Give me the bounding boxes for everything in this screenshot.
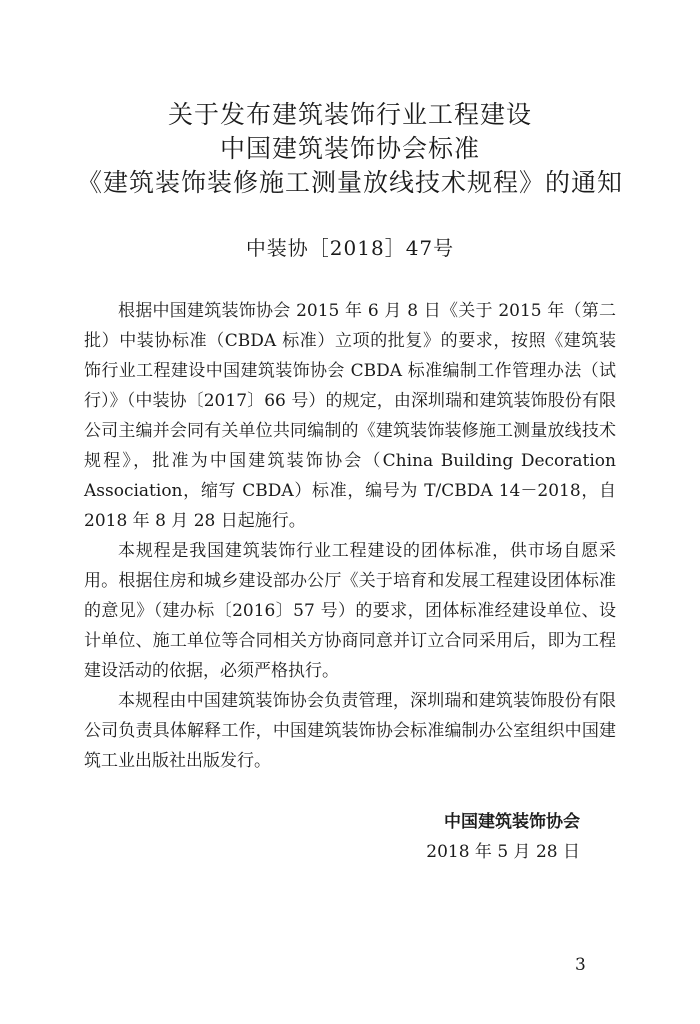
notice-body bbox=[84, 296, 616, 776]
title-line-3: 《建筑装饰装修施工测量放线技术规程》的通知 bbox=[76, 168, 623, 197]
notice-title bbox=[0, 98, 700, 200]
paragraph-2: 本规程是我国建筑装饰行业工程建设的团体标准，供市场自愿采用。根据住房和城乡建设部办公厅《关于培育和发展工程建设团体标准的意见》（建办标〔2016〕57 号）的要求，团体标准经建设单位、设计单位、施工单位等合同相关方协商同意并订立合同采用后，即为工程建设活动的依据，必须严格执行。 bbox=[84, 541, 616, 681]
issuing-organization: 中国建筑装饰协会 bbox=[444, 812, 580, 832]
issue-date: 2018 年 5 月 28 日 bbox=[426, 842, 580, 862]
title-line-2: 中国建筑装饰协会标准 bbox=[219, 134, 480, 163]
signature-block bbox=[380, 807, 580, 867]
title-line-1: 关于发布建筑装饰行业工程建设 bbox=[167, 100, 532, 129]
paragraph-1: 根据中国建筑装饰协会 2015 年 6 月 8 日《关于 2015 年（第二批）中装协标准（CBDA 标准）立项的批复》的要求，按照《建筑装饰行业工程建设中国建筑装饰协会 CBDA 标准编制工作管理办法（试行）》（中装协〔2017〕66 号）的规定，由深圳瑞和建筑装饰股份有限公司主编并会同有关单位共同编制的《建筑装饰装修施工测量放线技术规程》，批准为中国建筑装饰协会（China Building Decoration Association，缩写 CBDA）标准，编号为 T/CBDA 14－2018，自 2018 年 8 月 28 日起施行。 bbox=[84, 301, 616, 531]
document-number: 中装协［2018］47号 bbox=[245, 236, 455, 260]
paragraph-3: 本规程由中国建筑装饰协会负责管理，深圳瑞和建筑装饰股份有限公司负责具体解释工作，中国建筑装饰协会标准编制办公室组织中国建筑工业出版社出版发行。 bbox=[84, 691, 616, 771]
page-number: 3 bbox=[575, 955, 586, 975]
